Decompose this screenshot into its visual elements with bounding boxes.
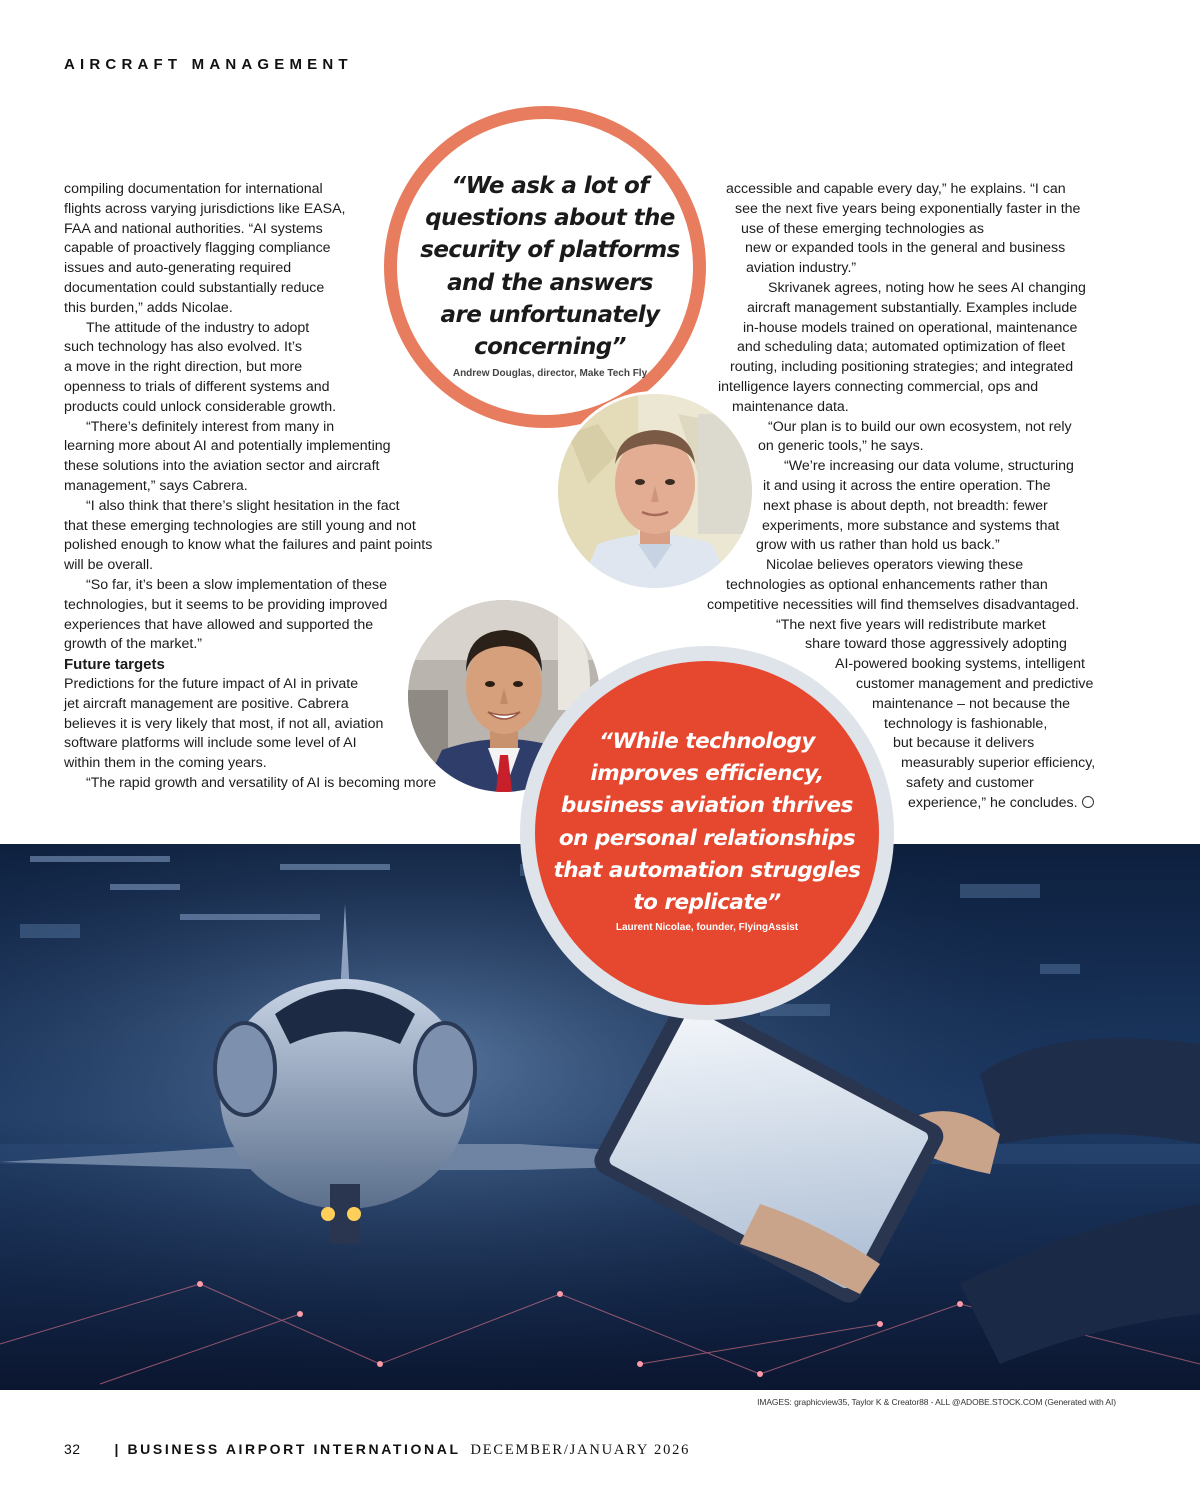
body-text-line: experiences that have allowed and supported the	[64, 616, 374, 633]
body-text-line: new or expanded tools in the general and business	[745, 240, 1066, 257]
body-text-line: intelligence layers connecting commercial, ops and	[718, 378, 1039, 395]
body-text-line: software platforms will include some level of AI	[64, 735, 357, 752]
body-text-line: use of these emerging technologies as	[741, 220, 984, 237]
pull-quote-douglas	[400, 170, 700, 363]
body-text-line: share toward those aggressively adopting	[805, 636, 1067, 653]
body-text-line: “I also think that there’s slight hesitation in the fact	[86, 497, 400, 514]
body-text-line: experiments, more substance and systems that	[762, 517, 1060, 534]
issue-date: DECEMBER/JANUARY 2026	[470, 1442, 691, 1458]
pull-quote-line: on personal relationships	[558, 825, 856, 851]
body-text-line: jet aircraft management are positive. Cabrera	[64, 695, 349, 712]
body-text-line: routing, including positioning strategies; and integrated	[730, 359, 1074, 376]
body-text-line: safety and customer	[906, 774, 1034, 791]
pull-quote-nicolae-attribution: Laurent Nicolae, founder, FlyingAssist	[615, 922, 799, 933]
body-text-line: this burden,” adds Nicolae.	[64, 299, 233, 316]
body-text-line: FAA and national authorities. “AI systems	[64, 220, 323, 237]
body-text-line: compiling documentation for international	[64, 181, 323, 197]
body-text-line: that these emerging technologies are still young and not	[64, 517, 416, 534]
portrait-andrew-douglas	[558, 394, 752, 588]
body-text-line: capable of proactively flagging compliance	[64, 240, 331, 257]
pull-quote-line: that automation struggles	[553, 857, 861, 883]
pull-quote-line: security of platforms	[420, 237, 680, 264]
body-text-line: maintenance – not because the	[872, 695, 1070, 712]
body-text-line: technologies as optional enhancements rather than	[726, 576, 1048, 593]
body-text-line: “We’re increasing our data volume, structuring	[784, 458, 1074, 475]
image-credit: IMAGES: graphicview35, Taylor K & Creator88 - ALL @ADOBE.STOCK.COM (Generated with AI)	[757, 1397, 1116, 1407]
body-text-line: products could unlock considerable growth.	[64, 398, 337, 415]
body-text-line: grow with us rather than hold us back.”	[756, 537, 1000, 554]
body-text-line: technology is fashionable,	[884, 715, 1048, 732]
body-text-line: “Our plan is to build our own ecosystem, not rely	[768, 418, 1072, 435]
page-footer	[64, 1441, 690, 1459]
body-text-line: The attitude of the industry to adopt	[86, 319, 310, 336]
body-text-line: management,” says Cabrera.	[64, 477, 248, 494]
pull-quote-line: are unfortunately	[440, 301, 660, 328]
body-text-line: Predictions for the future impact of AI in private	[64, 675, 359, 692]
body-text-line: technologies, but it seems to be providing improved	[64, 596, 388, 613]
body-text-line: “There’s definitely interest from many in	[86, 418, 335, 435]
body-text-line: customer management and predictive	[856, 675, 1094, 692]
body-text-line: polished enough to know what the failures and paint points	[64, 537, 433, 554]
pull-quote-douglas-attribution: Andrew Douglas, director, Make Tech Fly	[452, 368, 648, 379]
body-text-line: next phase is about depth, not breadth: fewer	[763, 497, 1048, 514]
body-text-line: aviation industry.”	[746, 260, 857, 277]
body-text-line: and scheduling data; automated optimization of fleet	[737, 339, 1066, 356]
body-text-line: it and using it across the entire operation. The	[763, 477, 1051, 494]
body-text-line: will be overall.	[64, 557, 154, 574]
body-text-line: issues and auto-generating required	[64, 260, 292, 277]
body-text-line: a move in the right direction, but more	[64, 359, 303, 376]
pull-quote-line: concerning”	[474, 334, 626, 361]
pull-quote-nicolae	[540, 726, 874, 919]
pull-quote-line: and the answers	[447, 269, 653, 296]
pull-quote-line: improves efficiency,	[590, 761, 824, 787]
body-text-line: on generic tools,” he says.	[758, 438, 924, 455]
body-text-line: maintenance data.	[732, 398, 849, 415]
pull-quote-line: questions about the	[425, 205, 675, 232]
body-text-line: documentation could substantially reduce	[64, 279, 325, 296]
body-text-line: “The next five years will redistribute market	[776, 616, 1046, 633]
subhead-future-targets: Future targets	[64, 656, 165, 674]
pull-quote-line: “While technology	[599, 729, 815, 754]
body-text-line: in-house models trained on operational, maintenance	[743, 319, 1078, 336]
body-text-line: Nicolae believes operators viewing these	[766, 557, 1024, 574]
pull-quote-line: to replicate”	[633, 890, 781, 916]
body-text-line: aircraft management substantially. Examples include	[747, 299, 1078, 316]
pull-quote-line: “We ask a lot of	[451, 173, 649, 199]
body-text-line: measurably superior efficiency,	[901, 755, 1096, 772]
body-text-line: such technology has also evolved. It’s	[64, 339, 302, 356]
body-text-line: “So far, it’s been a slow implementation of these	[86, 576, 387, 593]
body-text-line: “The rapid growth and versatility of AI is becoming more	[86, 774, 437, 791]
body-text-line: believes it is very likely that most, if not all, aviation	[64, 715, 384, 732]
magazine-title: | BUSINESS AIRPORT INTERNATIONAL	[114, 1441, 461, 1457]
end-of-article-mark	[1082, 796, 1094, 808]
body-text-line: competitive necessities will find themselves disadvantaged.	[707, 596, 1080, 613]
page-number: 32	[64, 1441, 81, 1457]
pull-quote-line: business aviation thrives	[561, 793, 853, 819]
body-text-line: learning more about AI and potentially implementing	[64, 438, 391, 455]
body-text-line: openness to trials of different systems and	[64, 378, 330, 395]
body-text-line: within them in the coming years.	[64, 755, 267, 772]
body-text-line: but because it delivers	[893, 735, 1035, 752]
body-text-line: experience,” he concludes.	[706, 794, 1126, 814]
body-text-line: AI-powered booking systems, intelligent	[835, 656, 1085, 673]
body-text-line: growth of the market.”	[64, 636, 202, 653]
body-text-line: Skrivanek agrees, noting how he sees AI changing	[768, 279, 1086, 296]
body-text-line: these solutions into the aviation sector and aircraft	[64, 458, 380, 475]
body-text-line: accessible and capable every day,” he explains. “I can	[726, 181, 1066, 197]
body-text-line: flights across varying jurisdictions like EASA,	[64, 200, 346, 217]
body-text-line: see the next five years being exponentially faster in the	[735, 200, 1081, 217]
section-label: AIRCRAFT MANAGEMENT	[64, 56, 353, 73]
